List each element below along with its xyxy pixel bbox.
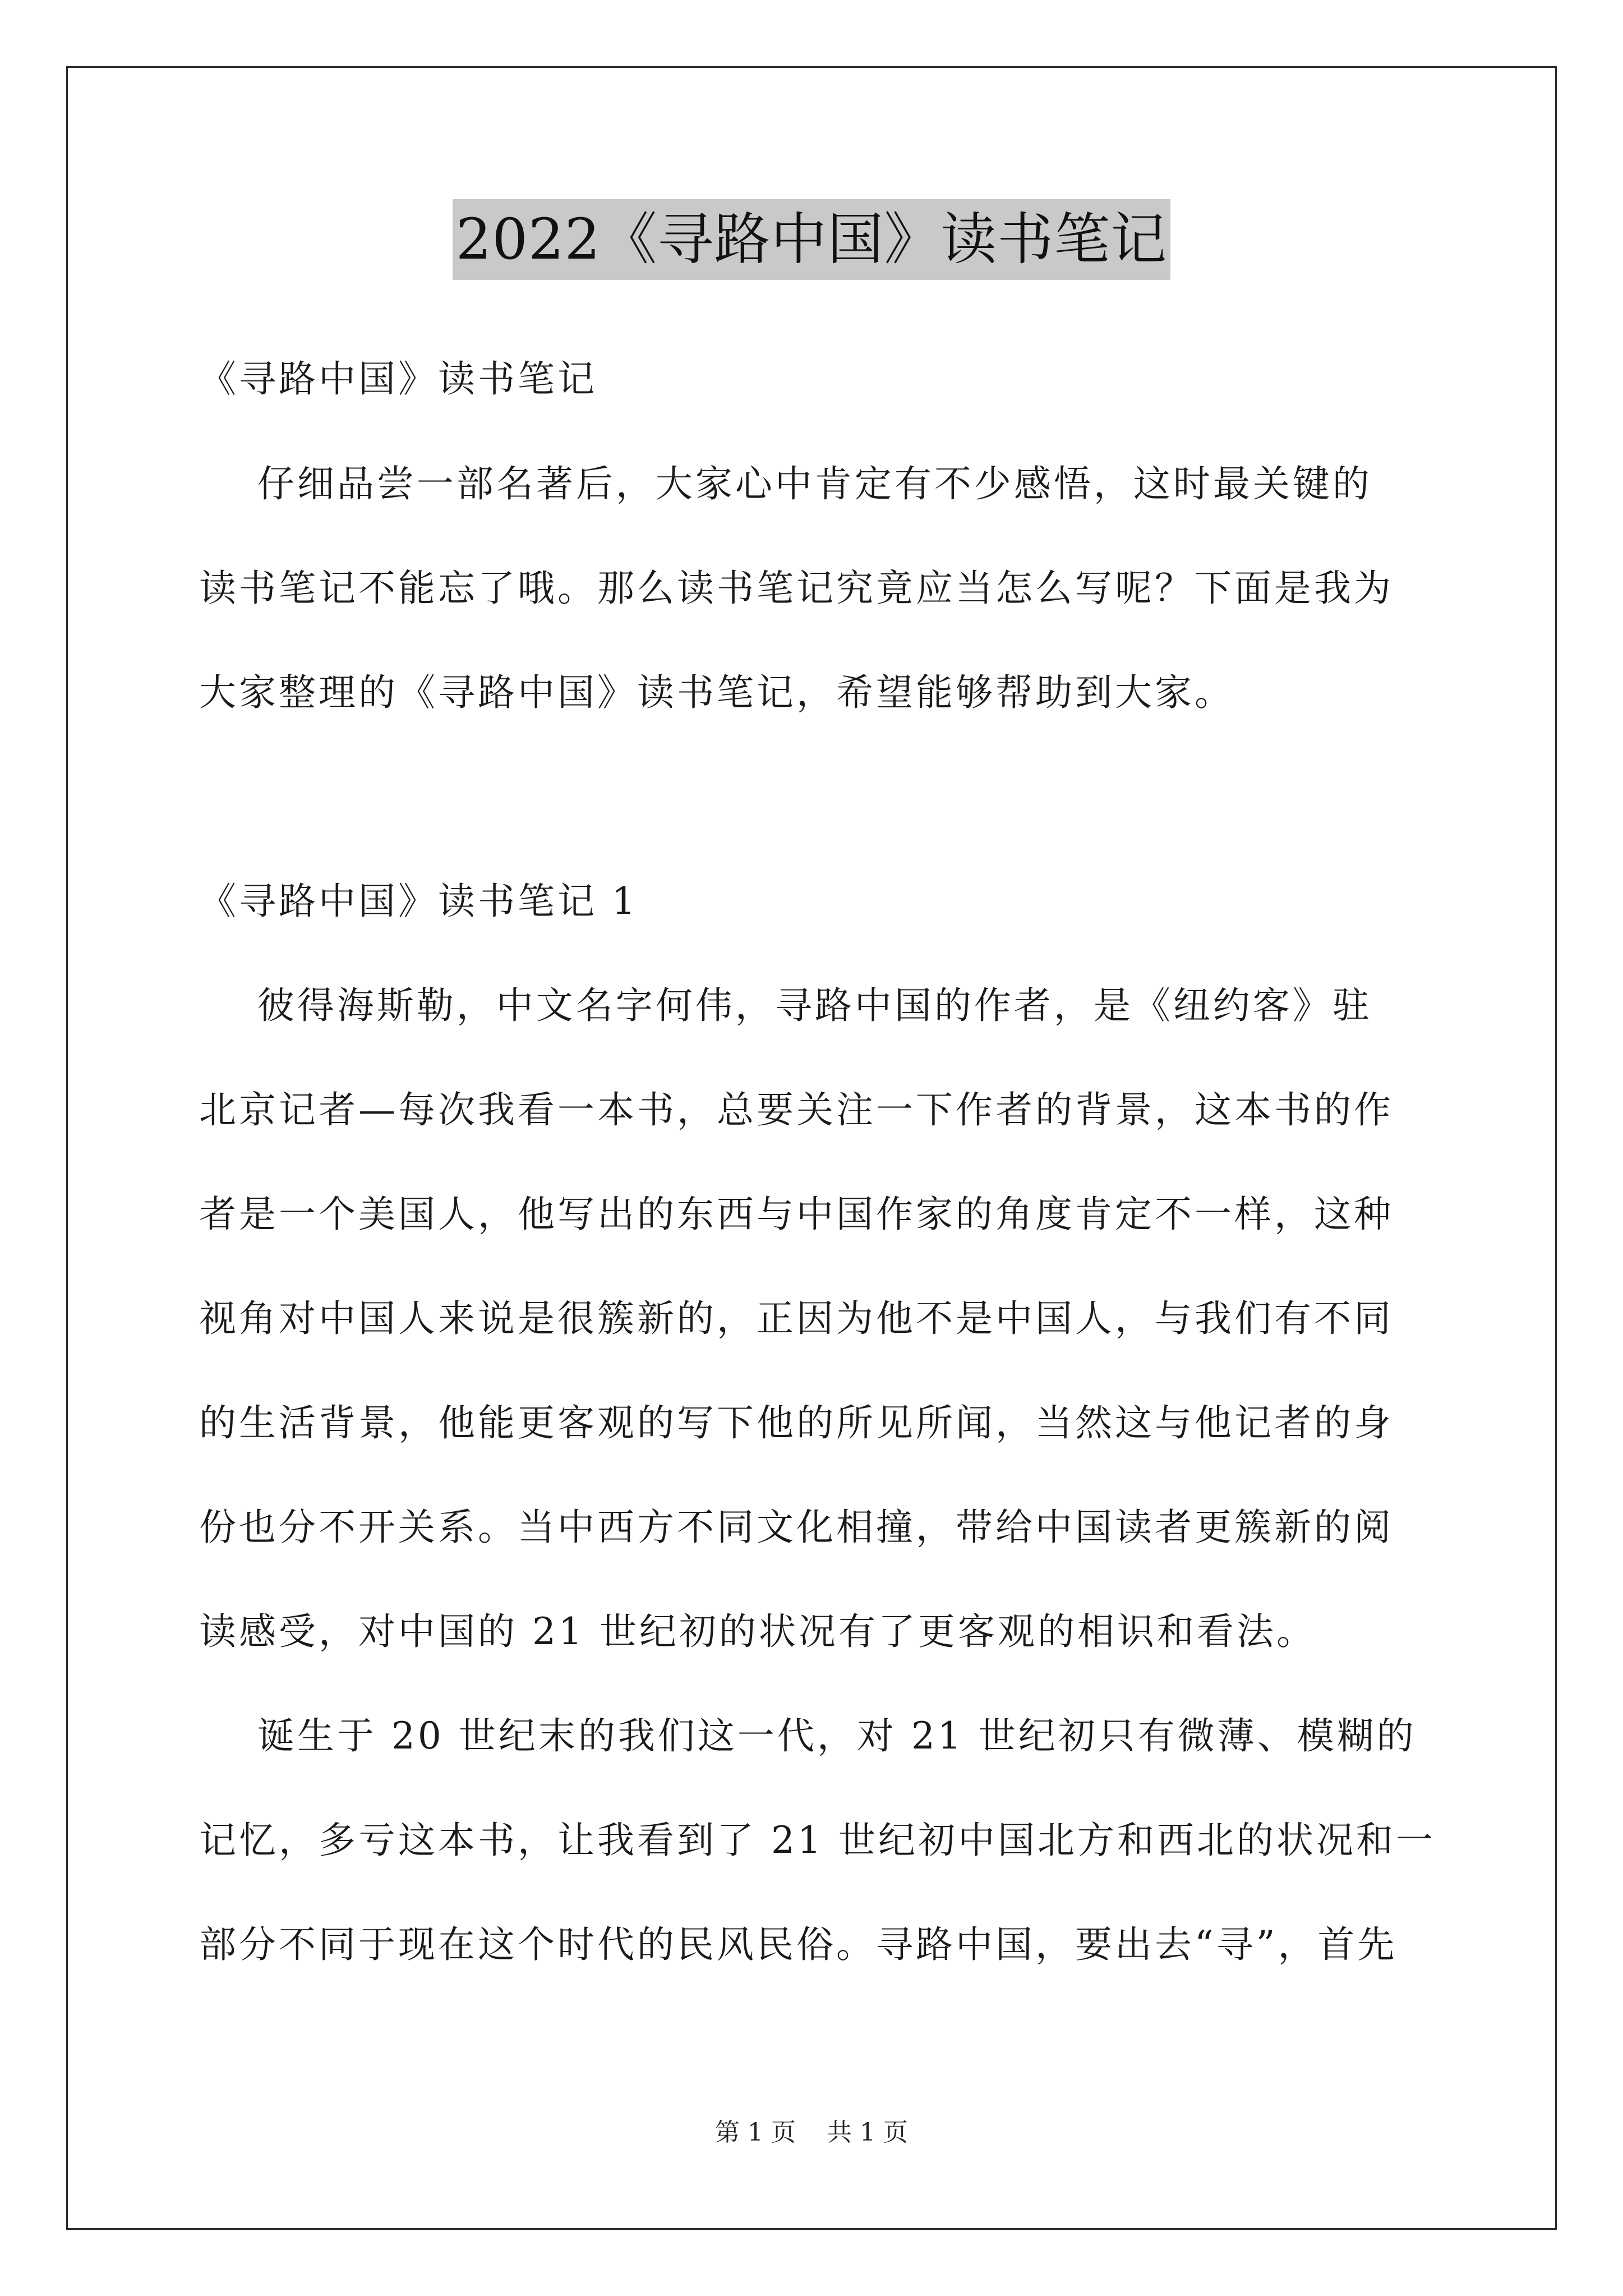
section-heading: 《寻路中国》读书笔记 1: [199, 880, 638, 923]
body-line-6: 份也分不开关系。当中西方不同文化相撞，带给中国读者更簇新的阅: [199, 1506, 1394, 1549]
body-line-1: 彼得海斯勒，中文名字何伟，寻路中国的作者，是《纽约客》驻: [199, 984, 1372, 1027]
body-line-7: 读感受，对中国的 21 世纪初的状况有了更客观的相识和看法。: [199, 1610, 1316, 1653]
intro-line-1: 仔细品尝一部名著后，大家心中肯定有不少感悟，这时最关键的: [199, 462, 1372, 505]
page-number: 第 1 页 共 1 页: [715, 2118, 908, 2147]
body-line-9: 记忆，多亏这本书，让我看到了 21 世纪初中国北方和西北的状况和一: [199, 1819, 1436, 1862]
body-line-8: 诞生于 20 世纪末的我们这一代，对 21 世纪初只有微薄、模糊的: [199, 1714, 1417, 1757]
page-footer: [0, 2116, 1623, 2150]
subtitle: 《寻路中国》读书笔记: [199, 357, 597, 401]
body-line-4: 视角对中国人来说是很簇新的，正因为他不是中国人，与我们有不同: [199, 1297, 1394, 1340]
title-container: [0, 199, 1623, 280]
document-title: 2022《寻路中国》读书笔记: [453, 199, 1171, 280]
body-line-10: 部分不同于现在这个时代的民风民俗。寻路中国，要出去“寻”，首先: [199, 1923, 1398, 1966]
intro-line-3: 大家整理的《寻路中国》读书笔记，希望能够帮助到大家。: [199, 671, 1234, 714]
body-line-3: 者是一个美国人，他写出的东西与中国作家的角度肯定不一样，这种: [199, 1193, 1394, 1236]
intro-line-2: 读书笔记不能忘了哦。那么读书笔记究竟应当怎么写呢？下面是我为: [199, 567, 1394, 610]
body-line-2: 北京记者—每次我看一本书，总要关注一下作者的背景，这本书的作: [199, 1088, 1394, 1131]
body-line-5: 的生活背景，他能更客观的写下他的所见所闻，当然这与他记者的身: [199, 1401, 1394, 1444]
